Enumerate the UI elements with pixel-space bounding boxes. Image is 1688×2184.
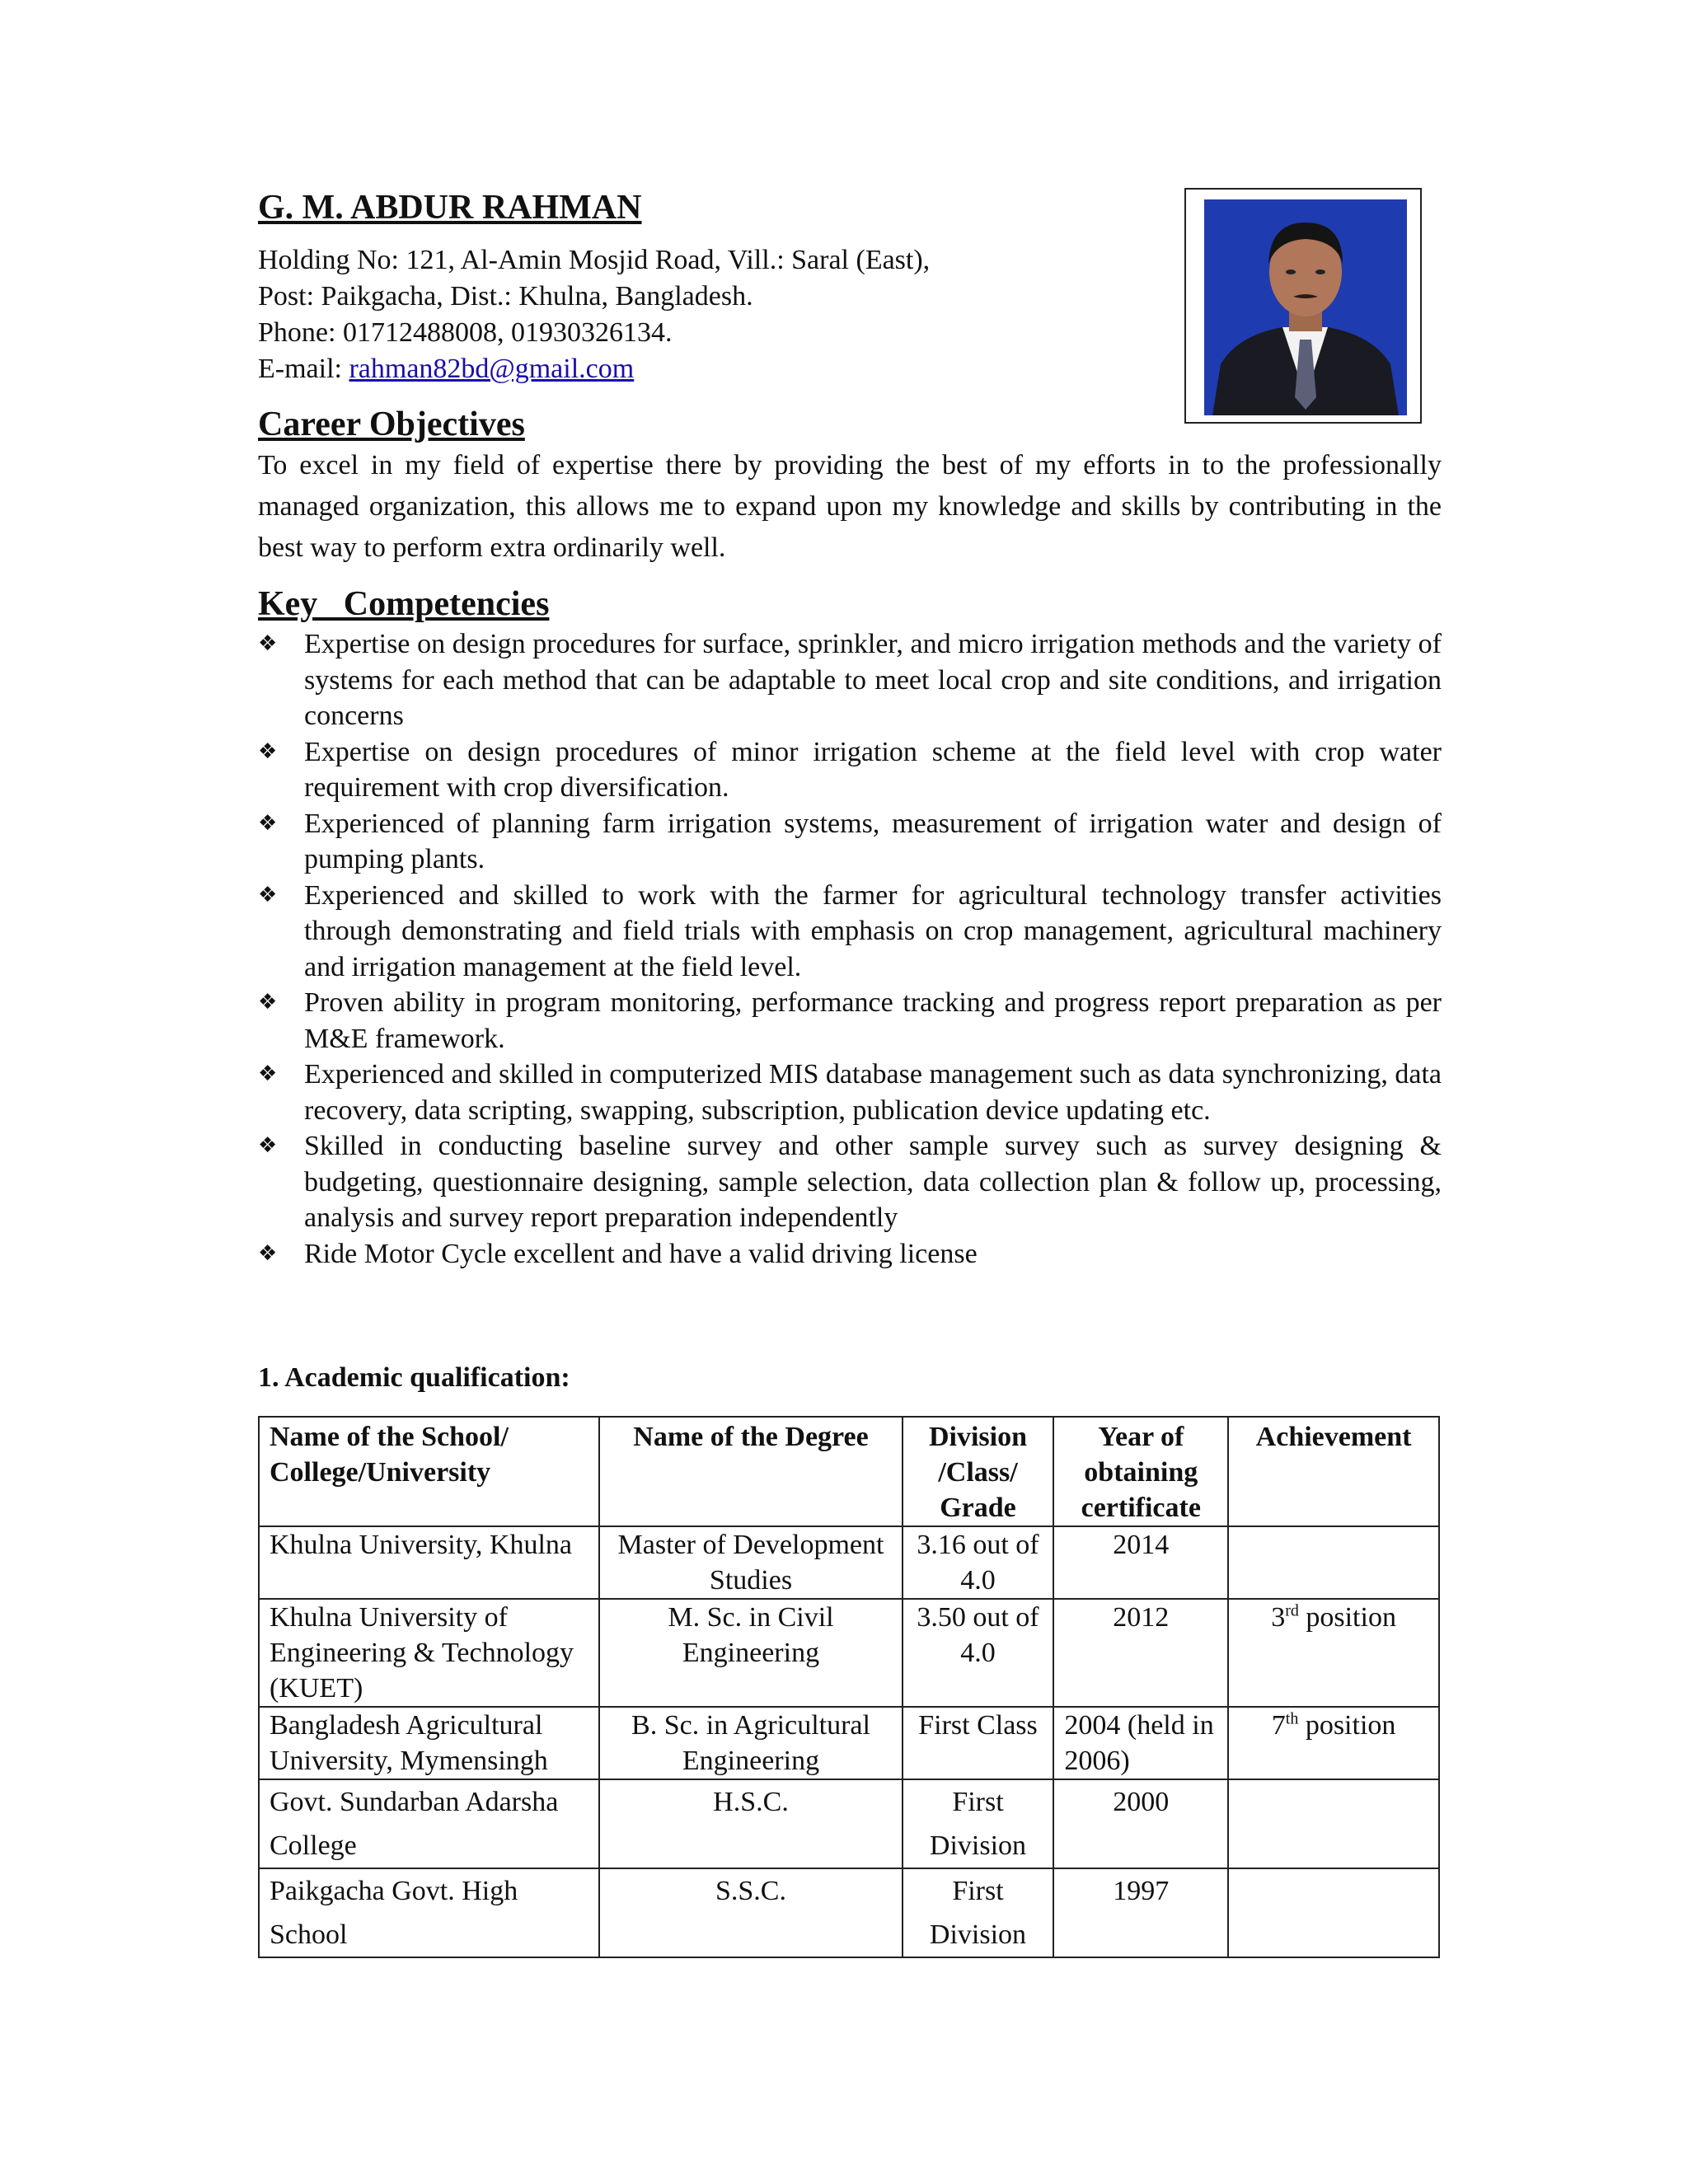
- list-item: ❖ Experienced and skilled in computerized MIS database management such as data synchronizing, data recovery, data scripting, swapping, subscription, publication device updating etc.: [258, 1057, 1442, 1128]
- diamond-bullet-icon: ❖: [258, 810, 278, 836]
- candidate-name: G. M. ABDUR RAHMAN: [258, 189, 642, 227]
- diamond-bullet-icon: ❖: [258, 1133, 278, 1158]
- list-item: ❖ Expertise on design procedures of minor irrigation scheme at the field level with crop water requirement with crop diversification.: [258, 734, 1442, 806]
- academic-table: [258, 1416, 1440, 1958]
- list-item: ❖ Expertise on design procedures for surface, sprinkler, and micro irrigation methods and the variety of systems for each method that can be adaptable to meet local crop and site conditions, and irrigation concerns: [258, 626, 1442, 734]
- column-header-school: Name of the School/ College/University: [259, 1417, 599, 1526]
- column-header-achievement: Achievement: [1228, 1417, 1439, 1526]
- career-text: To excel in my field of expertise there by providing the best of my efforts in to the professionally managed organization, this allows me to expand upon my knowledge and skills by contributing in the best way to perform extra ordinarily well.: [258, 450, 1442, 563]
- list-item: ❖ Experienced of planning farm irrigation systems, measurement of irrigation water and design of pumping plants.: [258, 806, 1442, 878]
- diamond-bullet-icon: ❖: [258, 882, 278, 907]
- column-header-grade: Division /Class/ Grade: [903, 1417, 1054, 1526]
- address-line-2: Post: Paikgacha, Dist.: Khulna, Bangladesh.: [258, 281, 753, 312]
- table-header-row: [259, 1417, 1439, 1526]
- diamond-bullet-icon: ❖: [258, 990, 278, 1015]
- person-portrait-icon: [1204, 199, 1407, 415]
- achievement-cell: 7th position: [1228, 1707, 1439, 1779]
- competencies-heading: Key Competencies: [258, 585, 550, 623]
- list-item: ❖ Skilled in conducting baseline survey and other sample survey such as survey designing & budgeting, questionnaire designing, sample selection, data collection plan & follow up, processing, analysis and survey report preparation independently: [258, 1128, 1442, 1236]
- diamond-bullet-icon: ❖: [258, 631, 278, 656]
- table-row: Khulna University, Khulna Master of Development Studies 3.16 out of 4.0 2014: [259, 1526, 1439, 1599]
- phone-line: Phone: 01712488008, 01930326134.: [258, 317, 673, 348]
- email-label: E-mail:: [258, 354, 349, 384]
- column-header-year: Year of obtaining certificate: [1053, 1417, 1228, 1526]
- table-row: Govt. Sundarban Adarsha College H.S.C. First Division 2000: [259, 1779, 1439, 1868]
- competencies-list: [258, 626, 1442, 1272]
- competencies-section: [258, 583, 1442, 1272]
- diamond-bullet-icon: ❖: [258, 738, 278, 764]
- academic-heading: 1. Academic qualification:: [258, 1362, 570, 1393]
- list-item: ❖ Proven ability in program monitoring, performance tracking and progress report preparation as per M&E framework.: [258, 985, 1442, 1057]
- diamond-bullet-icon: ❖: [258, 1062, 278, 1086]
- table-row: Bangladesh Agricultural University, Mymensingh B. Sc. in Agricultural Engineering First Class 2004 (held in 2006) 7th position: [259, 1707, 1439, 1779]
- table-row: Khulna University of Engineering & Technology (KUET) M. Sc. in Civil Engineering 3.50 out of 4.0 2012 3rd position: [259, 1599, 1439, 1707]
- profile-photo: [1204, 199, 1407, 415]
- list-item: ❖ Experienced and skilled to work with the farmer for agricultural technology transfer activities through demonstrating and field trials with emphasis on crop management, agricultural machinery and irrigation management at the field level.: [258, 878, 1442, 986]
- address-line-1: Holding No: 121, Al-Amin Mosjid Road, Vill.: Saral (East),: [258, 245, 931, 275]
- column-header-degree: Name of the Degree: [599, 1417, 902, 1526]
- table-row: Paikgacha Govt. High School S.S.C. First Division 1997: [259, 1868, 1439, 1957]
- resume-page: [258, 188, 1442, 1950]
- email-link[interactable]: rahman82bd@gmail.com: [349, 354, 635, 384]
- career-section: [258, 404, 1442, 569]
- list-item: ❖ Ride Motor Cycle excellent and have a valid driving license: [258, 1236, 1442, 1272]
- career-heading: Career Objectives: [258, 405, 525, 443]
- diamond-bullet-icon: ❖: [258, 1240, 278, 1266]
- achievement-cell: 3rd position: [1228, 1599, 1439, 1707]
- profile-photo-frame: [1184, 188, 1422, 424]
